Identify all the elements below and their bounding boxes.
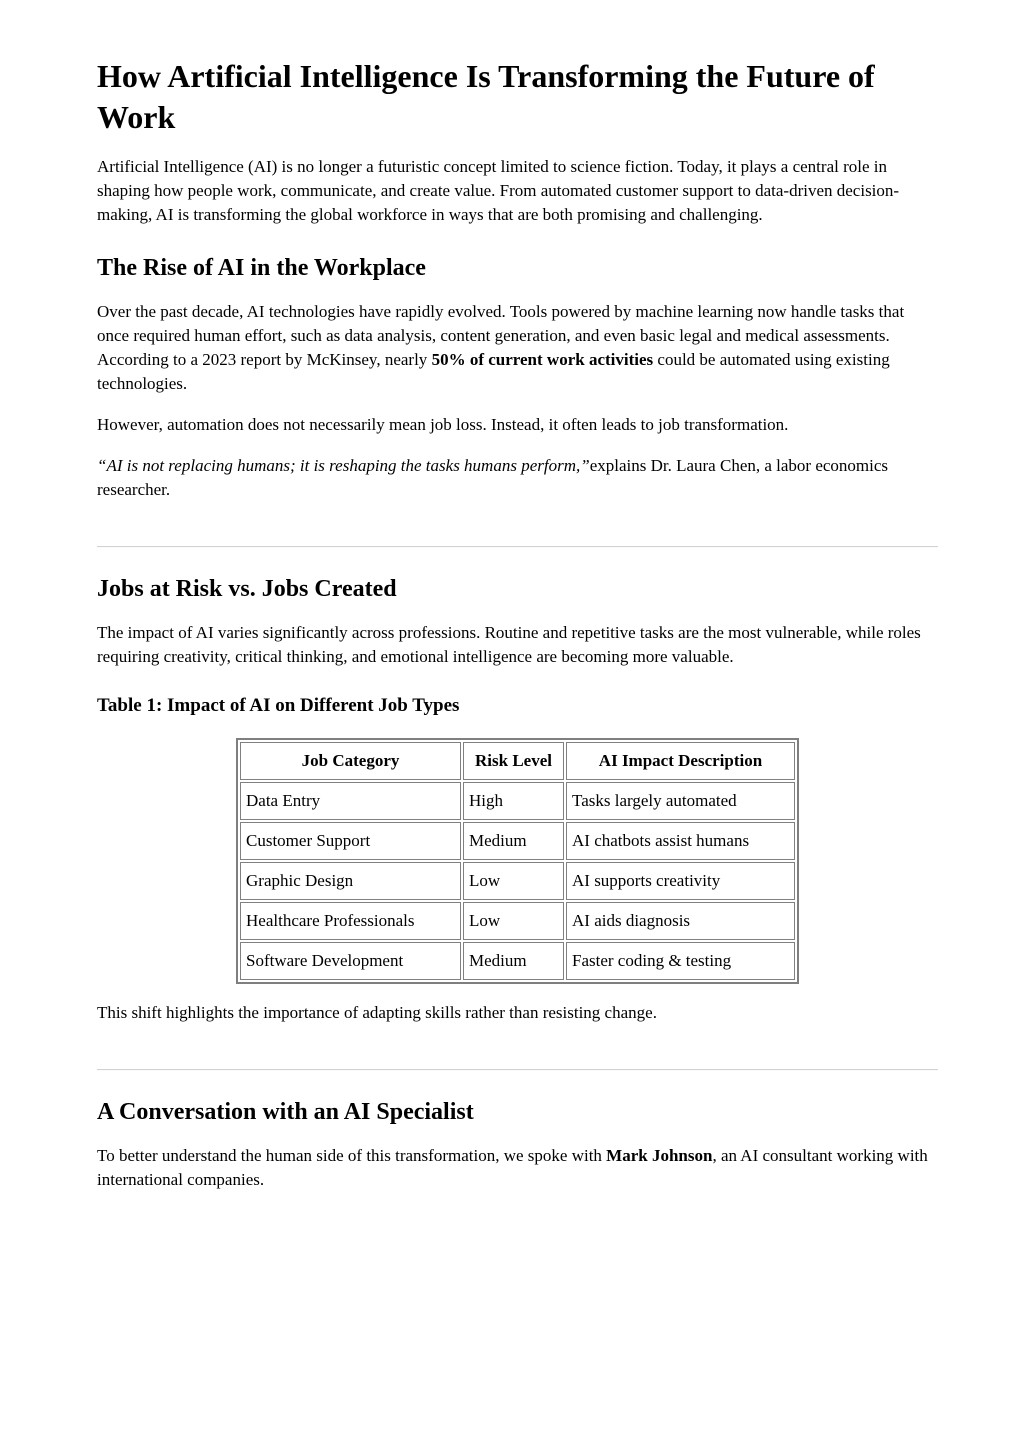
table-cell: Tasks largely automated	[566, 782, 795, 820]
section-divider	[97, 546, 938, 548]
table-cell: Low	[463, 902, 564, 940]
section-heading-rise: The Rise of AI in the Workplace	[97, 254, 426, 281]
column-header-ai-impact: AI Impact Description	[566, 742, 795, 780]
table-row	[240, 822, 795, 860]
table-cell: Low	[463, 862, 564, 900]
table-cell: AI aids diagnosis	[566, 902, 795, 940]
rise-paragraph-1	[97, 300, 938, 396]
impact-table	[236, 738, 799, 984]
jobs-paragraph-2: This shift highlights the importance of adapting skills rather than resisting change.	[97, 1002, 657, 1022]
table-cell: High	[463, 782, 564, 820]
column-header-risk-level: Risk Level	[463, 742, 564, 780]
table-body	[240, 782, 795, 980]
table-row	[240, 782, 795, 820]
text-run: could be automated using existing technologies.	[97, 349, 890, 393]
section-heading-conversation: A Conversation with an AI Specialist	[97, 1098, 474, 1125]
table-cell: Medium	[463, 942, 564, 980]
text-run: Over the past decade, AI technologies have rapidly evolved. Tools powered by machine learning now handle tasks that once required human effort, such as data analysis, content generation, and even basic legal and medical assessments. According to a 2023 report by McKinsey, nearly	[97, 301, 905, 369]
section-heading-jobs: Jobs at Risk vs. Jobs Created	[97, 575, 397, 602]
text-run: explains Dr. Laura Chen, a labor economics researcher.	[97, 455, 889, 499]
table-row	[240, 942, 795, 980]
table-cell: Graphic Design	[240, 862, 461, 900]
table-row	[240, 902, 795, 940]
table-cell: Customer Support	[240, 822, 461, 860]
bold-run: 50% of current work activities	[431, 349, 654, 369]
page-title: How Artificial Intelligence Is Transforming the Future of Work	[97, 58, 875, 135]
table-cell: Data Entry	[240, 782, 461, 820]
bold-run: Mark Johnson	[606, 1145, 713, 1165]
table-cell: Healthcare Professionals	[240, 902, 461, 940]
table-cell: Faster coding & testing	[566, 942, 795, 980]
table-header-row	[240, 742, 795, 780]
table-cell: Software Development	[240, 942, 461, 980]
italic-quote-run: “AI is not replacing humans; it is reshaping the tasks humans perform,”	[97, 455, 590, 475]
table-cell: Medium	[463, 822, 564, 860]
table-row	[240, 862, 795, 900]
conversation-paragraph	[97, 1144, 938, 1192]
column-header-job-category: Job Category	[240, 742, 461, 780]
table-caption: Table 1: Impact of AI on Different Job Types	[97, 694, 460, 716]
rise-paragraph-2: However, automation does not necessarily mean job loss. Instead, it often leads to job transformation.	[97, 414, 789, 434]
text-run: , an AI consultant working with international companies.	[97, 1145, 928, 1189]
table-header	[240, 742, 795, 780]
quote-paragraph	[97, 454, 938, 502]
table-cell: AI chatbots assist humans	[566, 822, 795, 860]
intro-paragraph: Artificial Intelligence (AI) is no longer a futuristic concept limited to science fiction. Today, it plays a central role in shaping how people work, communicate, and create value. From automated customer support to data-driven decision-making, AI is transforming the global workforce in ways that are both promising and challenging.	[97, 156, 900, 224]
section-divider	[97, 1069, 938, 1071]
jobs-paragraph-1: The impact of AI varies significantly across professions. Routine and repetitive tasks are the most vulnerable, while roles requiring creativity, critical thinking, and emotional intelligence are becoming more valuable.	[97, 622, 921, 666]
text-run: To better understand the human side of this transformation, we spoke with	[97, 1145, 607, 1165]
table-cell: AI supports creativity	[566, 862, 795, 900]
